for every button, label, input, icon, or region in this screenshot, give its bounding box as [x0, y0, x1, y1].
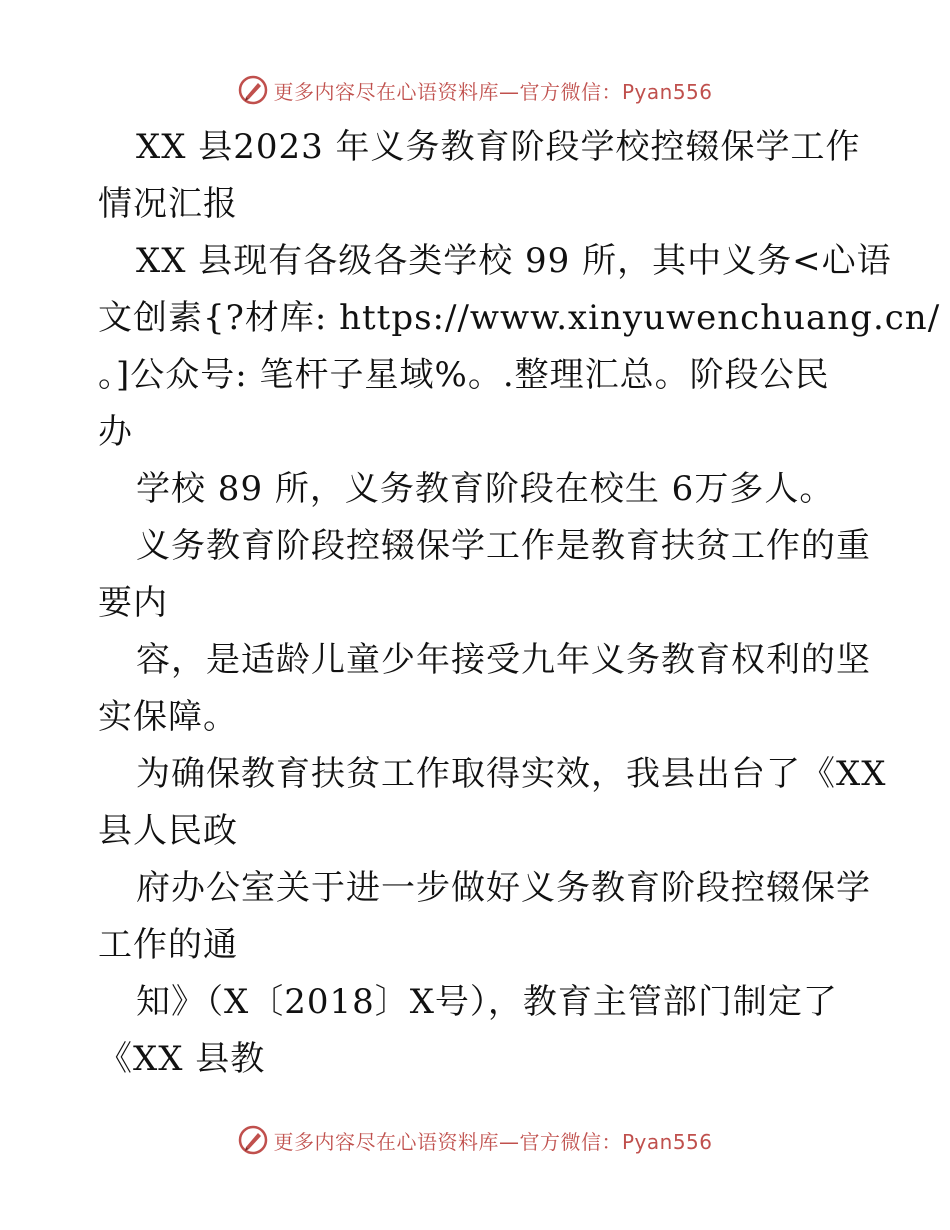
watermark-text: 更多内容尽在心语资料库—官方微信：Pyan556	[273, 79, 713, 104]
document-line: 工作的通	[98, 925, 238, 965]
document-line: 县人民政	[98, 811, 238, 851]
document-line: 学校 89 所，义务教育阶段在校生 6万多人。	[136, 469, 835, 509]
watermark-banner-bottom	[0, 1120, 950, 1160]
document-line: XX 县现有各级各类学校 99 所，其中义务<心语	[136, 241, 892, 281]
document-line: 《XX 县教	[98, 1039, 266, 1079]
document-line: 要内	[98, 583, 168, 623]
pen-logo-icon	[237, 1124, 269, 1156]
document-body	[98, 119, 941, 1088]
document-line: XX 县2023 年义务教育阶段学校控辍保学工作	[136, 127, 861, 167]
document-line: 文创素{?材库: https://www.xinyuwenchuang.cn/	[98, 298, 941, 338]
watermark-text: 更多内容尽在心语资料库—官方微信：Pyan556	[273, 1129, 713, 1154]
wechat-id: Pyan556	[621, 1129, 713, 1154]
document-line: 情况汇报	[98, 184, 238, 224]
document-line: 府办公室关于进一步做好义务教育阶段控辍保学	[136, 868, 871, 908]
document-line: 办	[98, 412, 133, 452]
document-line: 义务教育阶段控辍保学工作是教育扶贫工作的重	[136, 526, 871, 566]
pen-logo-icon	[237, 74, 269, 106]
document-line: 。]公众号: 笔杆子星域%。.整理汇总。阶段公民	[98, 355, 830, 395]
wechat-id: Pyan556	[621, 79, 713, 104]
document-line: 为确保教育扶贫工作取得实效，我县出台了《XX	[136, 754, 887, 794]
document-line: 知》（X〔2018〕X号），教育主管部门制定了	[136, 982, 838, 1022]
document-line: 容，是适龄儿童少年接受九年义务教育权利的坚	[136, 640, 871, 680]
watermark-banner-top	[0, 70, 950, 110]
document-line: 实保障。	[98, 697, 238, 737]
